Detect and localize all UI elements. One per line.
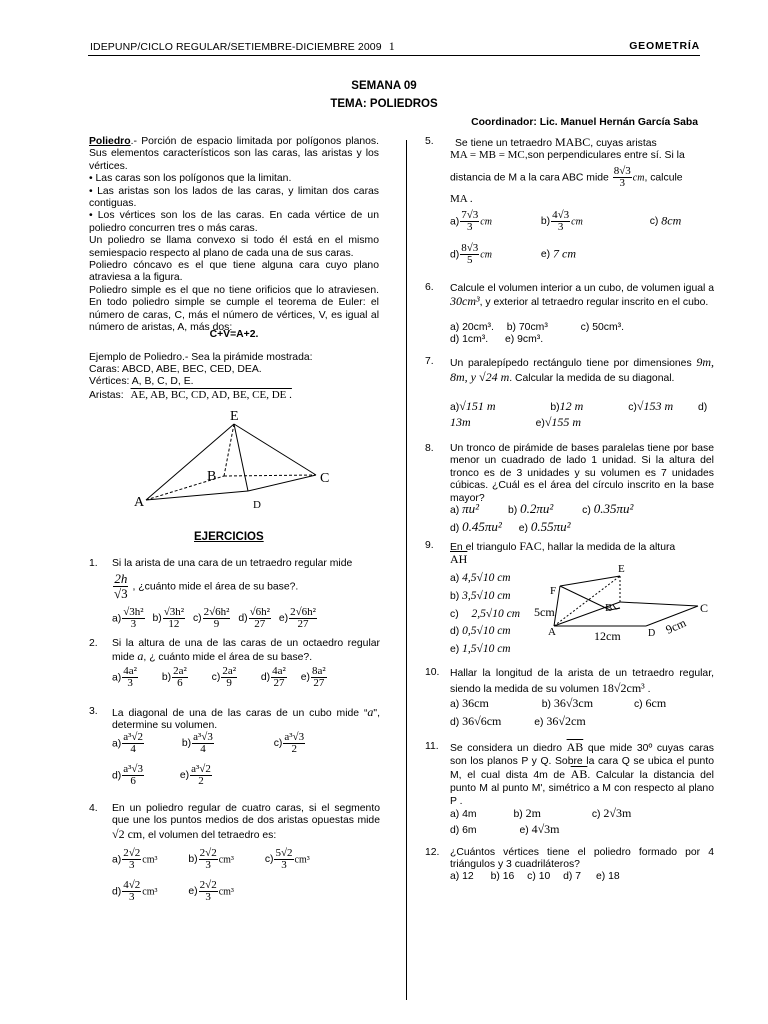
q6-options-row1 bbox=[450, 322, 624, 334]
definition-text: .- Porción de espacio limitada por polígonos planos. Sus elementos característicos son las caras, las aristas y los vértices. bbox=[89, 136, 379, 172]
q9-opt-d-label: d) bbox=[450, 626, 460, 638]
q7-opt-e: √155 m bbox=[544, 415, 582, 429]
q9-label-height: 5cm bbox=[534, 605, 555, 619]
q3-options-row2 bbox=[112, 764, 213, 787]
q1-opt-b-label: b) bbox=[152, 613, 162, 625]
q8-opt-a: πu² bbox=[462, 501, 480, 516]
q9-label-width: 12cm bbox=[594, 629, 621, 642]
vertex-a-label: A bbox=[134, 495, 145, 510]
q5-opt-a: $\frac{7√3}{3}$ bbox=[461, 209, 479, 233]
q4-after: , el volumen del tetraedro es: bbox=[142, 829, 277, 841]
q4-options-row2 bbox=[112, 880, 234, 903]
q2-stem: Si la altura de una de las caras de un octaedro regular mide bbox=[112, 638, 380, 664]
q3-number: 3. bbox=[89, 706, 98, 717]
edges-label: Aristas: bbox=[89, 390, 124, 401]
q10-stem: Hallar la longitud de la arista de un tetraedro regular, siendo la medida de su volumen bbox=[450, 668, 714, 695]
header-course-text: IDEPUNP/CICLO REGULAR/SETIEMBRE-DICIEMBRE 2009 bbox=[90, 41, 382, 53]
q1-opt-b: $\frac{\text{√3h²}}{12}$ bbox=[163, 606, 185, 630]
q9-opt-a: 4,5√10 cm bbox=[462, 572, 511, 584]
q9-opt-c-row bbox=[450, 606, 520, 624]
q10-opt-a: 36cm bbox=[462, 696, 489, 710]
theory-block bbox=[89, 136, 379, 335]
q10-opt-c: 6cm bbox=[645, 696, 667, 710]
q3-opt-e-label: e) bbox=[179, 770, 190, 782]
q2-opt-a-label: a) bbox=[112, 672, 122, 684]
q2-opt-e-label: e) bbox=[300, 672, 310, 684]
q4-opt-a-label: a) bbox=[112, 854, 122, 866]
q9-label-a: A bbox=[548, 626, 556, 638]
q2-opt-c-label: c) bbox=[211, 672, 221, 684]
q8-opt-c: 0.35πu² bbox=[593, 501, 634, 516]
q9-label-c: C bbox=[700, 601, 709, 615]
q1-given bbox=[112, 572, 298, 601]
q4-opt-a-unit: cm³ bbox=[142, 854, 158, 866]
q4-opt-b: $\frac{2√2}{3}$ bbox=[199, 847, 217, 871]
q6-opt-b: b) 70cm³ bbox=[506, 322, 548, 333]
q5-opt-b: $\frac{4√3}{3}$ bbox=[552, 209, 570, 233]
q9-opt-d: 0,5√10 cm bbox=[462, 625, 511, 638]
q8-opt-b-label: b) bbox=[507, 505, 518, 516]
q1-edge-fraction: $\frac{2h}{√3}$ bbox=[114, 571, 128, 601]
q8-options-row1 bbox=[450, 503, 633, 517]
q3-opt-b-label: b) bbox=[181, 738, 192, 750]
header-subject: GEOMETRÍA bbox=[629, 40, 700, 52]
q4-opt-b-unit: cm³ bbox=[218, 854, 234, 866]
q9-opt-e-row bbox=[450, 641, 520, 659]
q1-text: Si la arista de una cara de un tetraedro regular mide bbox=[112, 558, 353, 569]
q4-text bbox=[112, 803, 380, 842]
q4-opt-c: $\frac{5√2}{3}$ bbox=[275, 847, 293, 871]
q2-opt-e: $\frac{\text{8a²}}{27}$ bbox=[311, 665, 326, 689]
q3-var: a bbox=[367, 705, 374, 719]
q3-opt-a-label: a) bbox=[112, 738, 122, 750]
q2-var: a bbox=[137, 649, 144, 664]
q9-label-f: F bbox=[550, 585, 557, 597]
q11-opt-e: 4√3m bbox=[531, 822, 560, 836]
q9-opt-b-label: b) bbox=[450, 590, 460, 602]
q12-opt-b: b) 16 bbox=[490, 871, 515, 882]
q9-opt-a-label: a) bbox=[450, 573, 460, 584]
q4-opt-b-label: b) bbox=[188, 854, 198, 866]
q8-opt-d-label: d) bbox=[450, 523, 460, 534]
concave-paragraph: Poliedro cóncavo es el que tiene alguna cara cuyo plano atraviesa a la figura. bbox=[89, 260, 379, 284]
q1-opt-a: $\frac{\text{√3h²}}{3}$ bbox=[123, 606, 144, 630]
vertex-c-label: C bbox=[320, 471, 330, 486]
q2-options bbox=[112, 666, 328, 689]
q4-opt-c-label: c) bbox=[264, 854, 274, 866]
q8-options-row2 bbox=[450, 521, 571, 535]
q1-opt-d-label: d) bbox=[238, 613, 248, 625]
q9-opt-b: 3,5√10 cm bbox=[462, 589, 511, 602]
q6-opt-d: d) 1cm³. bbox=[450, 334, 489, 345]
page-number: 1 bbox=[388, 39, 395, 53]
q1-opt-c-label: c) bbox=[192, 613, 202, 625]
q7-number: 7. bbox=[425, 356, 434, 367]
example-edges bbox=[89, 389, 292, 402]
q6-opt-c: c) 50cm³. bbox=[580, 322, 624, 333]
q5-l2: ,son perpendiculares entre sí. Si la bbox=[524, 150, 685, 161]
vertex-d-label: D bbox=[253, 499, 261, 511]
q11-opt-c: 2√3m bbox=[603, 806, 632, 820]
q7-opt-c: √153 m bbox=[636, 399, 674, 413]
q11-opt-b-label: b) bbox=[513, 809, 523, 820]
q3-opt-d: $\frac{\text{a³√3}}{6}$ bbox=[123, 763, 143, 787]
week-title: SEMANA 09 bbox=[351, 80, 417, 92]
q5-opt-d-unit: cm bbox=[480, 249, 492, 261]
q5-l1a: Se tiene un tetraedro bbox=[455, 138, 553, 149]
q6-val: 30cm³ bbox=[450, 294, 480, 308]
q9-label-d: D bbox=[648, 628, 656, 639]
q12-opt-c: c) 10 bbox=[527, 871, 551, 882]
q4-opt-e-label: e) bbox=[188, 886, 198, 898]
q1-opt-e: $\frac{\text{2√6h²}}{27}$ bbox=[290, 606, 316, 630]
q5-distance: $\frac{8√3}{3}$ bbox=[613, 165, 631, 189]
q8-opt-d: 0.45πu² bbox=[462, 519, 502, 534]
q10-opt-b-label: b) bbox=[541, 699, 551, 710]
q11-options-row2 bbox=[450, 823, 560, 837]
q3-opt-a: $\frac{\text{a³√2}}{4}$ bbox=[123, 731, 143, 755]
q9-opt-a-row bbox=[450, 570, 520, 588]
q10-opt-b: 36√3cm bbox=[553, 696, 594, 710]
q1-opt-d: $\frac{\text{√6h²}}{27}$ bbox=[249, 606, 270, 630]
q11-options-row1 bbox=[450, 807, 631, 821]
q4-number: 4. bbox=[89, 803, 98, 814]
q12-opt-e: e) 18 bbox=[595, 871, 620, 882]
q5-opt-d: $\frac{8√3}{5}$ bbox=[461, 242, 479, 266]
q8-opt-a-label: a) bbox=[450, 505, 460, 516]
q11-opt-c-label: c) bbox=[591, 809, 601, 820]
pyramid-figure bbox=[130, 406, 350, 512]
q3-opt-d-label: d) bbox=[112, 770, 122, 782]
q9-tri: FAC bbox=[519, 539, 542, 553]
q5-opt-a-unit: cm bbox=[480, 216, 492, 228]
bullet-vertices: • Los vértices son los de las caras. En cada vértice de un poliedro concurren tres o más caras. bbox=[89, 210, 379, 234]
q11-opt-d: d) 6m bbox=[450, 825, 477, 836]
q9-number: 9. bbox=[425, 540, 434, 551]
q5-line3 bbox=[450, 166, 683, 189]
q4-val: √2 cm bbox=[112, 826, 143, 841]
q7-opt-b-label: b) bbox=[550, 402, 560, 413]
q7-opt-c-label: c) bbox=[628, 402, 637, 413]
q11-opt-a: a) 4m bbox=[450, 809, 477, 820]
q8-opt-e: 0.55πu² bbox=[530, 519, 571, 534]
q4-opt-d-label: d) bbox=[112, 886, 122, 898]
q12-number: 12. bbox=[425, 847, 440, 858]
q5-l3b: , calcule bbox=[644, 172, 683, 184]
q9-options bbox=[450, 570, 520, 659]
q3-stem: La diagonal de una de las caras de un cubo mide “ bbox=[112, 708, 368, 719]
q11-stem: Se considera un diedro bbox=[450, 743, 562, 754]
q8-opt-b: 0.2πu² bbox=[520, 501, 554, 516]
q9-stem: En el triangulo bbox=[450, 542, 517, 553]
q7-opt-e-label: e) bbox=[535, 418, 545, 429]
edges-list: AE, AB, BC, CD, AD, BE, CE, DE . bbox=[130, 389, 292, 401]
example-vertices: Vértices: A, B, C, D, E. bbox=[89, 376, 194, 387]
q5-opt-c-label: c) bbox=[649, 216, 659, 228]
q1-opt-e-label: e) bbox=[278, 613, 289, 625]
q11-number: 11. bbox=[425, 741, 439, 752]
vertex-e-label: E bbox=[230, 409, 239, 424]
q6-text bbox=[450, 282, 714, 309]
q3-opt-c: $\frac{\text{a³√3}}{2}$ bbox=[284, 731, 305, 755]
q7-options-row1 bbox=[450, 400, 707, 414]
q2-opt-a: $\frac{\text{4a²}}{3}$ bbox=[123, 665, 137, 689]
q6-options-row2 bbox=[450, 334, 543, 346]
q2-text bbox=[112, 638, 380, 665]
q9-opt-b-row bbox=[450, 588, 520, 606]
q10-opt-a-label: a) bbox=[450, 699, 460, 710]
q6-number: 6. bbox=[425, 282, 434, 293]
q4-opt-d: $\frac{4√2}{3}$ bbox=[123, 879, 141, 903]
q7-opt-a: √151 m bbox=[459, 399, 496, 413]
q9-label-b: B bbox=[605, 602, 613, 614]
q4-opt-c-unit: cm³ bbox=[294, 854, 310, 866]
q12-opt-a: a) 12 bbox=[450, 871, 474, 882]
q1-opt-a-label: a) bbox=[112, 613, 122, 625]
q5-eq: MA = MB = MC bbox=[450, 149, 525, 161]
topic-title: TEMA: POLIEDROS bbox=[330, 98, 438, 110]
q4-options-row1 bbox=[112, 848, 310, 871]
exercises-title: EJERCICIOS bbox=[194, 531, 264, 543]
q2-opt-d: $\frac{\text{4a²}}{27}$ bbox=[272, 665, 286, 689]
q5-options-row2 bbox=[450, 243, 576, 266]
q9-opt-d-row bbox=[450, 623, 520, 641]
q10-opt-e-label: e) bbox=[534, 717, 544, 728]
q7-options-row2 bbox=[450, 416, 581, 430]
q5-opt-a-label: a) bbox=[450, 216, 460, 228]
q3-after: ", determine su volumen. bbox=[112, 708, 380, 732]
q5-opt-e: 7 cm bbox=[553, 246, 576, 261]
q10-options-row1 bbox=[450, 697, 666, 711]
example-faces: Caras: ABCD, ABE, BEC, CED, DEA. bbox=[89, 364, 262, 375]
q10-opt-d-label: d) bbox=[450, 717, 460, 728]
q10-options-row2 bbox=[450, 715, 586, 729]
q2-opt-b: $\frac{\text{2a²}}{6}$ bbox=[173, 665, 187, 689]
q5-line2 bbox=[450, 149, 685, 162]
q12-opt-d: d) 7 bbox=[563, 871, 582, 882]
q6-stem: Calcule el volumen interior a un cubo, de volumen igual a bbox=[450, 283, 714, 294]
q11-opt-b: 2m bbox=[525, 806, 541, 820]
q5-opt-c: 8cm bbox=[661, 213, 682, 228]
q8-opt-c-label: c) bbox=[582, 505, 591, 516]
q5-opt-d-label: d) bbox=[450, 249, 460, 261]
q9-opt-e: 1,5√10 cm bbox=[462, 643, 511, 656]
polyhedron-definition bbox=[89, 136, 379, 173]
q5-ma: MA . bbox=[450, 193, 473, 205]
q10-opt-c-label: c) bbox=[633, 699, 643, 710]
q5-tet: MABC bbox=[554, 135, 591, 149]
q4-stem: En un poliedro regular de cuatro caras, si el segmento que une los puntos medios de dos aristas opuestas mide bbox=[112, 803, 380, 827]
euler-formula: C+V=A+2. bbox=[209, 329, 259, 340]
bullet-faces: • Las caras son los polígonos que la limitan. bbox=[89, 173, 292, 185]
q6-opt-a: a) 20cm³. bbox=[450, 322, 494, 333]
q2-number: 2. bbox=[89, 638, 98, 649]
q9-opt-e-label: e) bbox=[450, 644, 460, 656]
q3-text bbox=[112, 706, 380, 733]
bullet-edges: • Las aristas son los lados de las caras, y limitan dos caras contiguas. bbox=[89, 185, 379, 210]
q11-ab: $\overline{AB}$ bbox=[566, 740, 584, 754]
q10-number: 10. bbox=[425, 667, 440, 678]
q9-text bbox=[450, 540, 675, 554]
q11-opt-e-label: e) bbox=[519, 825, 529, 836]
q10-vol: 18√2cm³ bbox=[601, 681, 645, 695]
q11-ab-2: $\overline{AB}$ bbox=[570, 767, 588, 781]
q1-options bbox=[112, 607, 318, 630]
q10-text: Hallar la longitud de la arista de un tetraedro regular, siendo la medida de su volumen 18√2cm³ . bbox=[450, 668, 714, 695]
q8-number: 8. bbox=[425, 443, 434, 454]
q7-stem: Un paralepípedo rectángulo tiene por dimensiones bbox=[450, 358, 692, 369]
q9-opt-c: 2,5√10 cm bbox=[471, 607, 521, 620]
q2-opt-d-label: d) bbox=[260, 672, 271, 684]
q12-options bbox=[450, 871, 620, 883]
q2-opt-c: $\frac{\text{2a²}}{9}$ bbox=[222, 665, 236, 689]
q7-opt-b: 12 m bbox=[559, 399, 584, 413]
header-course bbox=[90, 40, 395, 53]
q11-text bbox=[450, 741, 714, 808]
q11-after2: . Calcular la distancia del punto M al punto M', simétrico a M con respecto al plano P . bbox=[450, 770, 714, 807]
q3-opt-c-label: c) bbox=[273, 738, 283, 750]
q7-after: . Calcular la medida de su diagonal. bbox=[509, 372, 675, 384]
example-title: Ejemplo de Poliedro.- Sea la pirámide mostrada: bbox=[89, 352, 313, 363]
convex-paragraph: Un poliedro se llama convexo si todo él está en el mismo semiespacio respecto al plano de cada una de sus caras. bbox=[89, 235, 379, 259]
q9-ah: $\overline{AH}$ bbox=[450, 552, 468, 566]
q4-opt-d-unit: cm³ bbox=[142, 886, 158, 898]
q4-opt-a: $\frac{2√2}{3}$ bbox=[123, 847, 141, 871]
term-poliedro: Poliedro bbox=[89, 136, 131, 147]
vertex-b-label: B bbox=[207, 469, 217, 484]
q6-after: , y exterior al tetraedro regular inscrito en el cubo. bbox=[479, 297, 709, 308]
q5-l1b: , cuyas aristas bbox=[590, 138, 657, 149]
q3-opt-e: $\frac{\text{a³√2}}{2}$ bbox=[191, 763, 211, 787]
q10-opt-e: 36√2cm bbox=[546, 714, 586, 728]
q8-opt-e-label: e) bbox=[518, 523, 528, 534]
q7-opt-d-label: d) bbox=[698, 402, 708, 413]
q9-label-e: E bbox=[618, 563, 625, 575]
q5-cm: cm bbox=[632, 172, 645, 184]
q2-opt-b-label: b) bbox=[161, 672, 172, 684]
q5-options-row1 bbox=[450, 210, 681, 233]
q4-opt-e-unit: cm³ bbox=[218, 886, 234, 898]
q9-label-side: 9cm bbox=[663, 615, 689, 637]
q5-opt-e-label: e) bbox=[540, 249, 551, 261]
q8-text: Un tronco de pirámide de bases paralelas tiene por base menor un cuadrado de lado 1 unidad. Si la altura del tronco es de 3 unidades y su volumen es 7 unidades cúbicas. ¿Cuál es el área del círculo inscrito en la base mayor? bbox=[450, 443, 714, 504]
column-divider bbox=[406, 140, 407, 1000]
q5-number: 5. bbox=[425, 136, 434, 147]
q6-opt-e: e) 9cm³. bbox=[505, 334, 544, 345]
q7-text bbox=[450, 356, 714, 385]
q5-l3a: distancia de M a la cara ABC mide bbox=[450, 172, 609, 184]
q7-opt-a-label: a) bbox=[450, 402, 460, 413]
q1-opt-c: $\frac{\text{2√6h²}}{9}$ bbox=[203, 606, 230, 630]
header-rule bbox=[88, 55, 700, 56]
q2-after: , ¿ cuánto mide el área de su base?. bbox=[143, 652, 313, 664]
q3-options-row1 bbox=[112, 732, 306, 755]
q1-number: 1. bbox=[89, 558, 98, 569]
euler-paragraph: Poliedro simple es el que no tiene orificios que lo atraviesen. En todo poliedro simple se cumple el teorema de Euler: el número de caras, C, más el número de vértices, V, es igual al número de aristas, A, más dos: bbox=[89, 284, 379, 334]
q4-opt-e: $\frac{2√2}{3}$ bbox=[199, 879, 217, 903]
q11-after: que mide 30º cuyas caras son los planos P y Q. Sobre la cara Q se ubica el punto M, el cual dista 4m de bbox=[450, 743, 714, 781]
q1-after: , ¿cuánto mide el área de su base?. bbox=[132, 581, 299, 593]
q7-opt-d: 13m bbox=[450, 415, 471, 429]
q9-opt-c-label: c) bbox=[450, 608, 459, 620]
q12-text: ¿Cuántos vértices tiene el poliedro formado por 4 triángulos y 3 cuadriláteros? bbox=[450, 847, 714, 871]
q5-opt-b-label: b) bbox=[540, 216, 551, 228]
q9-after: , hallar la medida de la altura bbox=[541, 542, 676, 553]
coordinator: Coordinador: Lic. Manuel Hernán García Saba bbox=[471, 117, 698, 128]
q9-figure bbox=[528, 556, 718, 642]
q3-opt-b: $\frac{\text{a³√3}}{4}$ bbox=[193, 731, 213, 755]
q7-dims: 9m, 8m, y √24 m bbox=[450, 355, 715, 384]
q10-opt-d: 36√6cm bbox=[462, 714, 502, 728]
q5-opt-b-unit: cm bbox=[571, 216, 583, 228]
